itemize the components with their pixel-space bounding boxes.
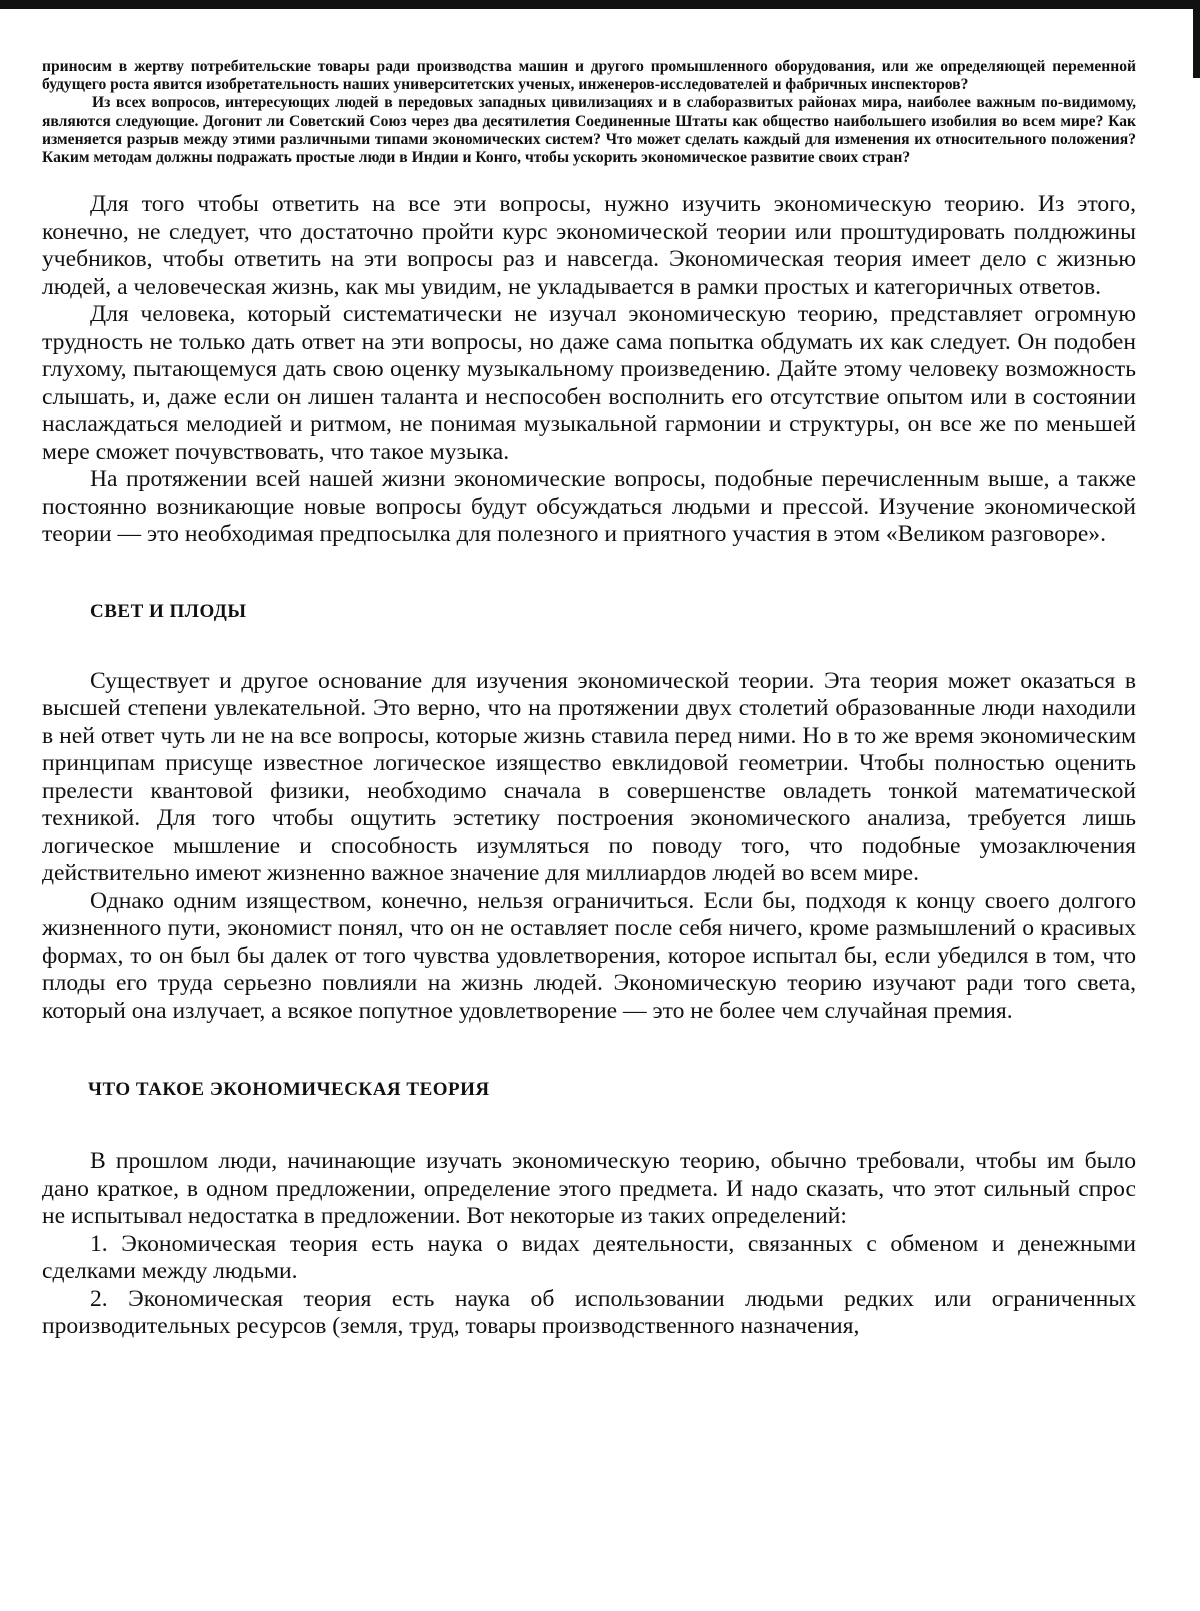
page-edge-mark xyxy=(1193,0,1200,78)
section-heading-light-and-fruits: СВЕТ И ПЛОДЫ xyxy=(90,600,247,622)
section-heading-what-is-economics: ЧТО ТАКОЕ ЭКОНОМИЧЕСКАЯ ТЕОРИЯ xyxy=(88,1079,490,1101)
body-paragraph-2: Для человека, который систематически не изучал экономическую теорию, представляет огромную трудность не только дать ответ на эти вопросы, но даже сама попытка обдумать их как следует. Он подобен глухому, пытающемуся дать свою оценку музыкальному произведению. Дайте этому человеку возможность слышать, и, даже если он лишен таланта и неспособен восполнить его отсутствие опытом или в состоянии наслаждаться мелодией и ритмом, не понимая музыкальной гармонии и структуры, он все же по меньшей мере сможет почувствовать, что такое музыка. xyxy=(42,301,1136,465)
body-section-1 xyxy=(42,191,1136,549)
definition-item-1: 1. Экономическая теория есть наука о видах деятельности, связанных с обменом и денежными сделками между людьми. xyxy=(42,1230,1136,1285)
body-section-2 xyxy=(42,668,1136,1026)
top-rule xyxy=(0,0,1200,9)
body-paragraph-3: На протяжении всей нашей жизни экономические вопросы, подобные перечисленным выше, а также постоянно возникающие новые вопросы будут обсуждаться людьми и прессой. Изучение экономической теории — это необходимая предпосылка для полезного и приятного участия в этом «Великом разговоре». xyxy=(42,466,1136,548)
intro-paragraph-2: Из всех вопросов, интересующих людей в передовых западных цивилизациях и в слаборазвитых районах мира, наиболее важным по-видимому, являются следующие. Догонит ли Советский Союз через два десятилетия Соединенные Штаты как общество наибольшего изобилия во всем мире? Как изменяется разрыв между этими различными типами экономических систем? Что может сделать каждый для изменения их относительного положения? Каким методам должны подражать простые люди в Индии и Конго, чтобы ускорить экономическое развитие своих стран? xyxy=(42,94,1136,167)
intro-block xyxy=(42,58,1136,167)
section1-paragraph-1: Существует и другое основание для изучения экономической теории. Эта теория может оказаться в высшей степени увлекательной. Это верно, что на протяжении двух столетий образованные люди находили в ней ответ чуть ли не на все вопросы, которые жизнь ставила перед ними. Но в то же время экономическим принципам присуще известное логическое изящество евклидовой геометрии. Чтобы полностью оценить прелести квантовой физики, необходимо сначала в совершенстве овладеть тонкой математической техникой. Для того чтобы ощутить эстетику построения экономического анализа, требуется лишь логическое мышление и способность изумляться по поводу того, что подобные умозаключения действительно имеют жизненно важное значение для миллиардов людей во всем мире. xyxy=(42,667,1136,887)
intro-paragraph-1: приносим в жертву потребительские товары ради производства машин и другого промышленного оборудования, или же определяющей переменной будущего роста явится изобретательность наших университетских ученых, инженеров-исследователей и фабричных инспекторов? xyxy=(42,58,1136,94)
section2-paragraph-1: В прошлом люди, начинающие изучать экономическую теорию, обычно требовали, чтобы им было дано краткое, в одном предложении, определение этого предмета. И надо сказать, что этот сильный спрос не испытывал недостатка в предложении. Вот некоторые из таких определений: xyxy=(42,1148,1136,1230)
section1-paragraph-2: Однако одним изяществом, конечно, нельзя ограничиться. Если бы, подходя к концу своего долгого жизненного пути, экономист понял, что он не оставляет после себя ничего, кроме размышлений о красивых формах, то он был бы далек от того чувства удовлетворения, которое испытал бы, если убедился в том, что плоды его труда серьезно повлияли на жизнь людей. Экономическую теорию изучают ради того света, который она излучает, а всякое попутное удовлетворение — это не более чем случайная премия. xyxy=(42,887,1136,1024)
body-section-3 xyxy=(42,1148,1136,1341)
body-paragraph-1: Для того чтобы ответить на все эти вопросы, нужно изучить экономическую теорию. Из этого, конечно, не следует, что достаточно пройти курс экономической теории или проштудировать полдюжины учебников, чтобы ответить на эти вопросы раз и навсегда. Экономическая теория имеет дело с жизнью людей, а человеческая жизнь, как мы увидим, не укладывается в рамки простых и категоричных ответов. xyxy=(42,191,1136,300)
document-page xyxy=(42,58,1136,1341)
definition-item-2: 2. Экономическая теория есть наука об использовании людьми редких или ограниченных производительных ресурсов (земля, труд, товары производственного назначения, xyxy=(42,1285,1136,1340)
